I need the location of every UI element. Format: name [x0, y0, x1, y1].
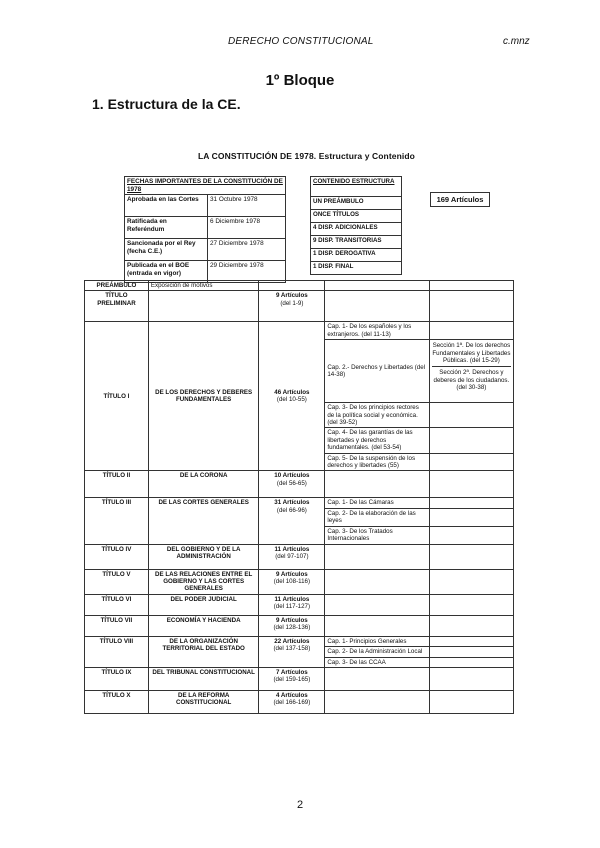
articles-range: (del 166-169) — [273, 699, 311, 707]
empty-cell — [429, 526, 513, 544]
articles-range: (del 137-158) — [273, 645, 311, 653]
articles-count: 9 Artículos — [276, 570, 308, 578]
titulo-articles — [259, 667, 325, 690]
table-row — [85, 322, 514, 340]
table-row — [85, 569, 514, 594]
secciones-cell — [429, 340, 513, 403]
seccion-item: Sección 1ª. De los derechos Fundamentales y Libertades Públicas. (del 15-29) — [432, 342, 511, 365]
articles-count: 10 Artículos — [274, 472, 310, 480]
titulo-label: TÍTULO I — [85, 322, 149, 471]
titulo-name: ECONOMÍA Y HACIENDA — [148, 615, 259, 636]
contenido-item: 4 DISP. ADICIONALES — [311, 223, 402, 236]
titulo-articles — [259, 636, 325, 667]
empty-cell — [429, 615, 513, 636]
articles-count: 7 Artículos — [276, 668, 308, 676]
empty-cell — [325, 667, 429, 690]
fechas-value: 6 Diciembre 1978 — [208, 217, 286, 239]
titulo-name — [148, 291, 259, 322]
titulo-name: DE LOS DERECHOS Y DEBERES FUNDAMENTALES — [148, 322, 259, 471]
empty-cell — [429, 471, 513, 498]
titulo-articles — [259, 594, 325, 615]
capitulo-cell: Cap. 2.- Derechos y Libertades (del 14-38) — [325, 340, 429, 403]
articles-range: (del 1-9) — [280, 299, 304, 307]
empty-cell — [325, 291, 429, 322]
articles-range: (del 56-65) — [276, 479, 307, 487]
titulo-articles — [259, 544, 325, 569]
contenido-item: 9 DISP. TRANSITORIAS — [311, 236, 402, 249]
articles-count: 31 Artículos — [274, 499, 310, 507]
contenido-item: 1 DISP. FINAL — [311, 262, 402, 275]
preambulo-label: PREÁMBULO — [85, 281, 149, 291]
table-row — [85, 291, 514, 322]
titulo-name: DEL PODER JUDICIAL — [148, 594, 259, 615]
capitulo-cell: Cap. 3- De los principios rectores de la política social y económica. (del 39-52) — [325, 403, 429, 428]
empty-cell — [429, 667, 513, 690]
structure-table — [84, 280, 514, 714]
titulo-label: TÍTULO PRELIMINAR — [85, 291, 149, 322]
titulo-name: DE LA REFORMA CONSTITUCIONAL — [148, 690, 259, 713]
empty-cell — [429, 291, 513, 322]
empty-cell — [429, 569, 513, 594]
empty-cell — [429, 453, 513, 471]
titulo-name: DE LA ORGANIZACIÓN TERRITORIAL DEL ESTADO — [148, 636, 259, 667]
capitulo-cell: Cap. 1- Principios Generales — [325, 636, 429, 646]
capitulo-cell: Cap. 3- De los Tratados Internacionales — [325, 526, 429, 544]
capitulo-cell: Cap. 3- De las CCAA — [325, 657, 429, 667]
table-row — [85, 690, 514, 713]
seccion-item: Sección 2ª. Derechos y deberes de los ciudadanos. (del 30-38) — [432, 366, 511, 393]
table-row — [85, 615, 514, 636]
page-number: 2 — [296, 799, 304, 811]
titulo-label: TÍTULO V — [85, 569, 149, 594]
fechas-label: Aprobada en las Cortes — [125, 195, 208, 217]
titulo-label: TÍTULO VII — [85, 615, 149, 636]
articles-range: (del 128-136) — [273, 624, 311, 632]
fechas-value: 27 Diciembre 1978 — [208, 239, 286, 261]
table-row — [85, 636, 514, 646]
capitulo-cell: Cap. 1- De los españoles y los extranjeros. (del 11-13) — [325, 322, 429, 340]
preambulo-desc: Exposición de motivos — [148, 281, 259, 291]
total-articles-box: 169 Artículos — [430, 192, 490, 207]
table-row — [85, 667, 514, 690]
contenido-item: 1 DISP. DEROGATIVA — [311, 249, 402, 262]
figure-title: LA CONSTITUCIÓN DE 1978. Estructura y Contenido — [198, 151, 415, 161]
articles-count: 46 Artículos — [274, 389, 310, 397]
articles-range: (del 108-116) — [273, 577, 311, 585]
empty-cell — [259, 281, 325, 291]
empty-cell — [429, 281, 513, 291]
titulo-name: DEL TRIBUNAL CONSTITUCIONAL — [148, 667, 259, 690]
section-heading: 1. Estructura de la CE. — [92, 96, 241, 112]
table-row — [85, 594, 514, 615]
titulo-articles — [259, 569, 325, 594]
titulo-label: TÍTULO IX — [85, 667, 149, 690]
fechas-title: FECHAS IMPORTANTES DE LA CONSTITUCIÓN DE 1978 — [125, 177, 286, 195]
capitulo-cell: Cap. 2- De la elaboración de las leyes — [325, 508, 429, 526]
articles-count: 22 Artículos — [274, 637, 310, 645]
empty-cell — [429, 636, 513, 646]
capitulo-cell: Cap. 5- De la suspensión de los derechos y libertades (55) — [325, 453, 429, 471]
articles-range: (del 66-96) — [276, 506, 307, 514]
titulo-label: TÍTULO II — [85, 471, 149, 498]
titulo-articles — [259, 471, 325, 498]
titulo-name: DE LAS RELACIONES ENTRE EL GOBIERNO Y LAS CORTES GENERALES — [148, 569, 259, 594]
table-row — [85, 498, 514, 508]
empty-cell — [429, 403, 513, 428]
empty-cell — [325, 569, 429, 594]
articles-range: (del 159-165) — [273, 676, 311, 684]
empty-cell — [429, 690, 513, 713]
table-row — [85, 281, 514, 291]
empty-cell — [325, 471, 429, 498]
fechas-table — [124, 176, 286, 283]
articles-count: 11 Artículos — [274, 595, 310, 603]
header-author: c.mnz — [503, 36, 530, 47]
header-title: DERECHO CONSTITUCIONAL — [228, 36, 374, 47]
contenido-title: CONTENIDO ESTRUCTURA — [311, 177, 402, 197]
articles-count: 9 Artículos — [276, 616, 308, 624]
articles-range: (del 10-55) — [276, 396, 307, 404]
titulo-label: TÍTULO VIII — [85, 636, 149, 667]
empty-cell — [325, 544, 429, 569]
titulo-articles — [259, 498, 325, 544]
fechas-label: Sancionada por el Rey (fecha C.E.) — [125, 239, 208, 261]
empty-cell — [325, 615, 429, 636]
articles-range: (del 97-107) — [275, 552, 309, 560]
table-row — [85, 544, 514, 569]
contenido-item: ONCE TÍTULOS — [311, 210, 402, 223]
titulo-label: TÍTULO VI — [85, 594, 149, 615]
empty-cell — [325, 690, 429, 713]
titulo-name: DE LAS CORTES GENERALES — [148, 498, 259, 544]
fechas-value: 31 Octubre 1978 — [208, 195, 286, 217]
empty-cell — [429, 428, 513, 453]
fechas-label: Ratificada en Referéndum — [125, 217, 208, 239]
empty-cell — [429, 322, 513, 340]
empty-cell — [325, 594, 429, 615]
titulo-name: DE LA CORONA — [148, 471, 259, 498]
titulo-articles — [259, 615, 325, 636]
titulo-articles — [259, 690, 325, 713]
articles-count: 9 Artículos — [276, 292, 308, 300]
articles-range: (del 117-127) — [273, 603, 311, 611]
titulo-name: DEL GOBIERNO Y DE LA ADMINISTRACIÓN — [148, 544, 259, 569]
empty-cell — [325, 281, 429, 291]
empty-cell — [429, 544, 513, 569]
empty-cell — [429, 594, 513, 615]
contenido-item: UN PREÁMBULO — [311, 197, 402, 210]
empty-cell — [429, 647, 513, 657]
empty-cell — [429, 508, 513, 526]
capitulo-cell: Cap. 4- De las garantías de las libertades y derechos fundamentales. (del 53-54) — [325, 428, 429, 453]
titulo-articles — [259, 291, 325, 322]
fechas-value: 29 Diciembre 1978 — [208, 261, 286, 283]
bloque-heading: 1º Bloque — [265, 72, 335, 89]
capitulo-cell: Cap. 1- De las Cámaras — [325, 498, 429, 508]
empty-cell — [429, 657, 513, 667]
titulo-label: TÍTULO IV — [85, 544, 149, 569]
titulo-label: TÍTULO III — [85, 498, 149, 544]
titulo-articles — [259, 322, 325, 471]
articles-count: 4 Artículos — [276, 691, 308, 699]
titulo-label: TÍTULO X — [85, 690, 149, 713]
articles-count: 11 Artículos — [274, 545, 310, 553]
contenido-table — [310, 176, 402, 275]
fechas-label: Publicada en el BOE (entrada en vigor) — [125, 261, 208, 283]
capitulo-cell: Cap. 2- De la Administración Local — [325, 647, 429, 657]
table-row — [85, 471, 514, 498]
empty-cell — [429, 498, 513, 508]
